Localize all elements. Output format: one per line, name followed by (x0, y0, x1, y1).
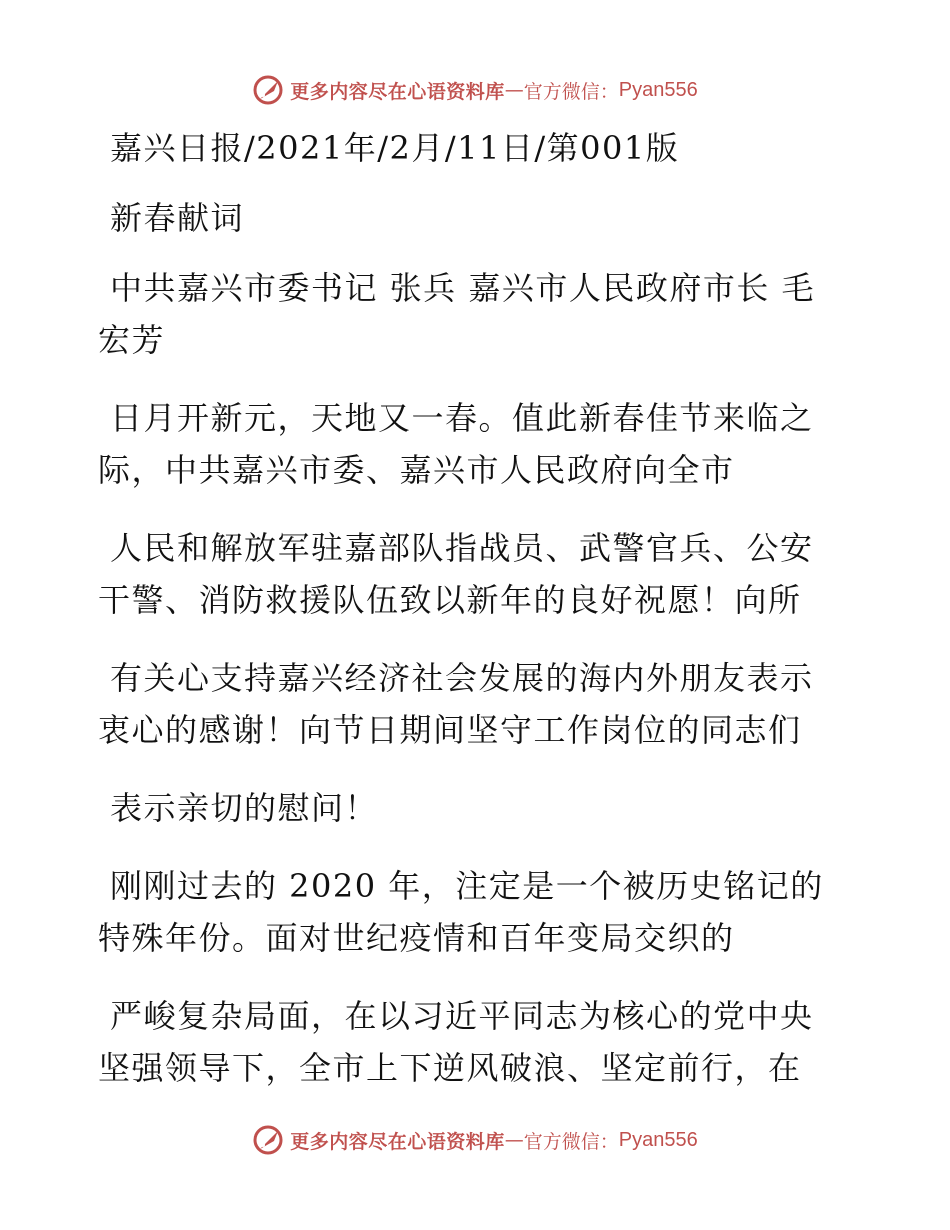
author-byline (98, 262, 858, 366)
paragraph-line: 衷心的感谢！向节日期间坚守工作岗位的同志们 (98, 711, 802, 749)
document-body (98, 122, 858, 1120)
watermark-wechat-label: 官方微信： (523, 80, 619, 103)
author-line: 宏芳 (98, 321, 166, 359)
publication-header (98, 122, 858, 174)
body-paragraph (98, 782, 858, 834)
paragraph-line: 干警、消防救援队伍致以新年的良好祝愿！向所 (98, 581, 802, 619)
quill-logo-icon (252, 73, 286, 107)
paragraph-line: 际，中共嘉兴市委、嘉兴市人民政府向全市 (98, 451, 735, 489)
watermark-banner-bottom (0, 1120, 950, 1160)
watermark-text: 更多内容尽在心语资料库 (290, 1130, 505, 1153)
paragraph-line: 有关心支持嘉兴经济社会发展的海内外朋友表示 (110, 659, 814, 697)
header-line: 嘉兴日报/2021年/2月/11日/第001版 (110, 129, 680, 167)
paragraph-line: 特殊年份。面对世纪疫情和百年变局交织的 (98, 919, 735, 957)
paragraph-line: 严峻复杂局面，在以习近平同志为核心的党中央 (110, 997, 814, 1035)
title-line: 新春献词 (110, 199, 245, 237)
watermark-banner-top (0, 70, 950, 110)
paragraph-line: 刚刚过去的 2020 年，注定是一个被历史铭记的 (110, 867, 824, 905)
watermark-text: 更多内容尽在心语资料库 (290, 80, 505, 103)
body-paragraph (98, 392, 858, 496)
paragraph-line: 日月开新元，天地又一春。值此新春佳节来临之 (110, 399, 814, 437)
watermark-separator: — (504, 79, 524, 101)
author-line: 中共嘉兴市委书记 张兵 嘉兴市人民政府市长 毛 (110, 269, 816, 307)
body-paragraph (98, 522, 858, 626)
paragraph-line: 人民和解放军驻嘉部队指战员、武警官兵、公安 (110, 529, 814, 567)
body-paragraph (98, 860, 858, 964)
paragraph-line: 坚强领导下，全市上下逆风破浪、坚定前行，在 (98, 1049, 802, 1087)
watermark-separator: — (504, 1129, 524, 1151)
quill-logo-icon (252, 1123, 286, 1157)
body-paragraph (98, 652, 858, 756)
article-title (98, 192, 858, 244)
watermark-wechat-label: 官方微信： (523, 1130, 619, 1153)
watermark-wechat-id: Pyan556 (618, 78, 698, 101)
watermark-wechat-id: Pyan556 (618, 1128, 698, 1151)
body-paragraph (98, 990, 858, 1094)
paragraph-line: 表示亲切的慰问！ (110, 789, 379, 827)
